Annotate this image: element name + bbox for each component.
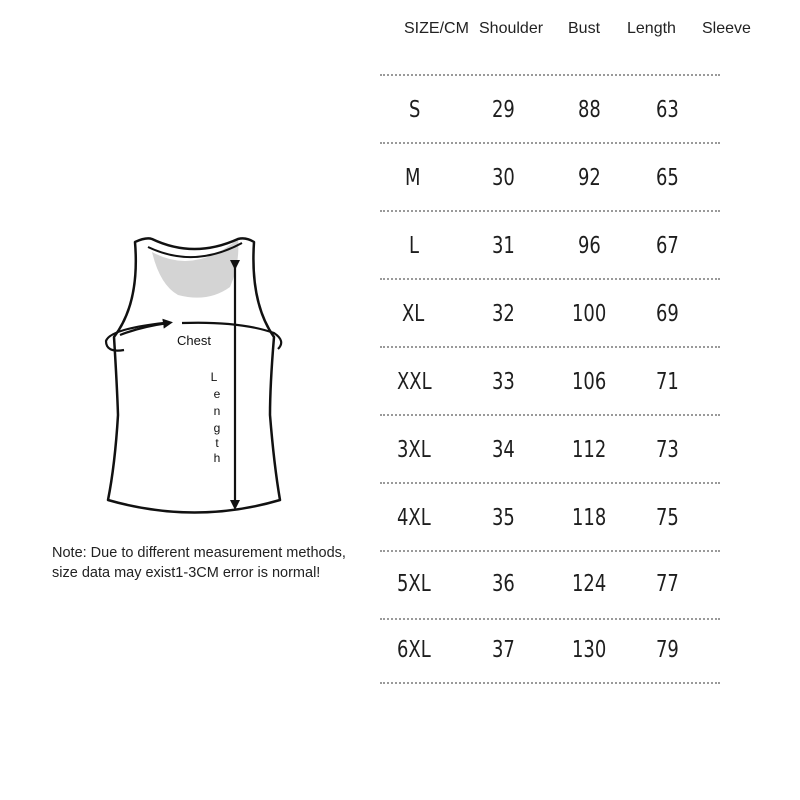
- length-cell: 73: [656, 437, 679, 463]
- table-row-5xl: [380, 550, 725, 618]
- length-cell: 63: [656, 97, 679, 123]
- size-cell: M: [405, 165, 421, 191]
- bust-cell: 112: [572, 437, 607, 463]
- length-letter: h: [213, 451, 221, 465]
- header-size: SIZE/CM: [404, 20, 469, 37]
- length-cell: 79: [656, 637, 679, 663]
- header-shoulder: Shoulder: [479, 20, 544, 37]
- table-row-l: [380, 212, 725, 280]
- size-cell: 6XL: [397, 637, 431, 663]
- shoulder-cell: 31: [492, 233, 515, 259]
- table-row-6xl: [380, 616, 725, 684]
- bust-cell: 100: [572, 301, 607, 327]
- table-row-xl: [380, 280, 725, 348]
- note-line-1: Note: Due to different measurement methods,: [52, 545, 346, 561]
- shoulder-cell: 34: [492, 437, 515, 463]
- shoulder-cell: 33: [492, 369, 515, 395]
- size-cell: 5XL: [397, 571, 431, 597]
- length-cell: 67: [656, 233, 679, 259]
- table-row-m: [380, 144, 725, 212]
- header-length: Length: [627, 20, 676, 37]
- shoulder-cell: 29: [492, 97, 515, 123]
- size-cell: L: [409, 233, 420, 259]
- size-cell: S: [409, 97, 421, 123]
- length-letter: g: [213, 421, 221, 435]
- bust-cell: 130: [572, 637, 607, 663]
- chest-label: Chest: [177, 333, 211, 348]
- bust-cell: 96: [578, 233, 601, 259]
- table-row-4xl: [380, 484, 725, 552]
- size-cell: 4XL: [397, 505, 431, 531]
- measurement-note: [52, 543, 372, 583]
- length-cell: 65: [656, 165, 679, 191]
- shoulder-cell: 37: [492, 637, 515, 663]
- size-table-header: [380, 20, 780, 44]
- tank-top-diagram: [90, 225, 300, 530]
- size-cell: 3XL: [397, 437, 431, 463]
- bust-cell: 92: [578, 165, 601, 191]
- bust-cell: 118: [572, 505, 607, 531]
- length-letter: t: [215, 436, 219, 450]
- note-line-2: size data may exist1-3CM error is normal!: [52, 565, 321, 581]
- shoulder-cell: 35: [492, 505, 515, 531]
- length-letter: L: [210, 370, 218, 384]
- shoulder-cell: 30: [492, 165, 515, 191]
- length-letter: n: [213, 404, 221, 418]
- size-cell: XXL: [397, 369, 432, 395]
- length-cell: 71: [656, 369, 679, 395]
- bust-cell: 88: [578, 97, 601, 123]
- shoulder-cell: 32: [492, 301, 515, 327]
- bust-cell: 106: [572, 369, 607, 395]
- shoulder-cell: 36: [492, 571, 515, 597]
- length-letter: e: [213, 387, 221, 401]
- header-sleeve: Sleeve: [702, 20, 751, 37]
- table-row-s: [380, 76, 725, 144]
- length-cell: 77: [656, 571, 679, 597]
- length-cell: 75: [656, 505, 679, 531]
- bust-cell: 124: [572, 571, 607, 597]
- table-row-xxl: [380, 348, 725, 416]
- table-row-3xl: [380, 416, 725, 484]
- length-cell: 69: [656, 301, 679, 327]
- header-bust: Bust: [568, 20, 601, 37]
- size-cell: XL: [402, 301, 425, 327]
